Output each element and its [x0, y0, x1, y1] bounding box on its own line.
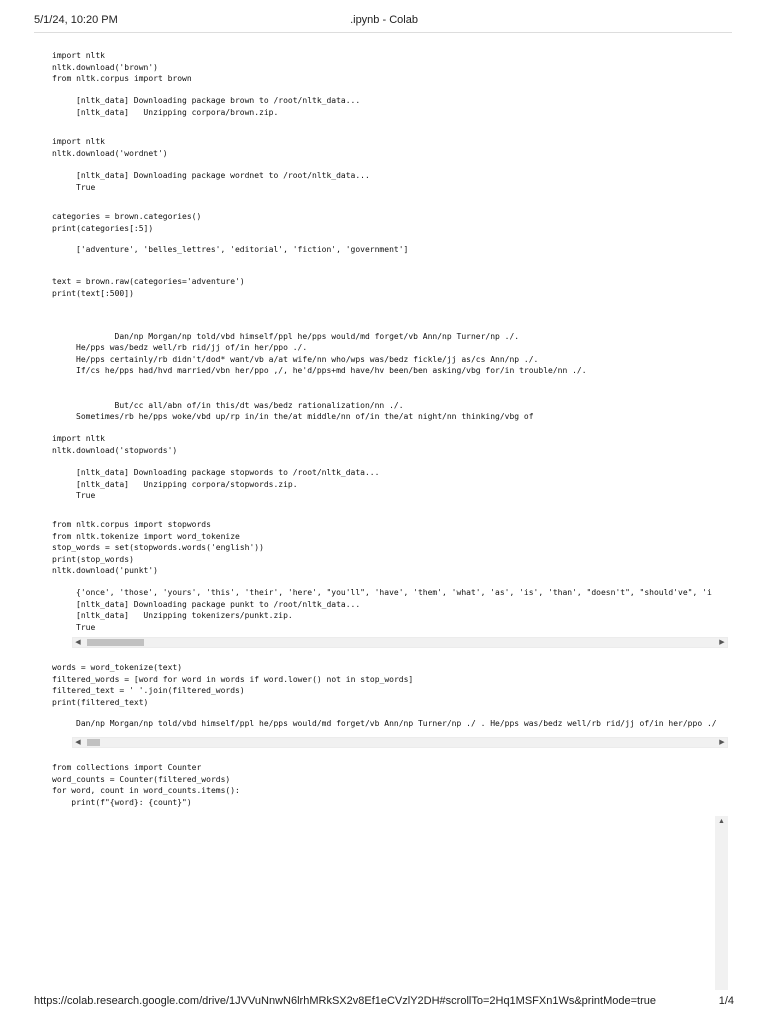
code-cell-6[interactable]: from nltk.corpus import stopwords from nltk.tokenize import word_tokenize stop_words = set(stopwords.words('english')) print(stop_words) nltk.download('punkt') [52, 520, 264, 575]
output-vertical-scrollbar[interactable] [715, 816, 728, 990]
output-cell-7: Dan/np Morgan/np told/vbd himself/ppl he/pps would/md forget/vb Ann/np Turner/np ./ . He/pps was/bedz well/rb rid/jj of/in her/ppo ./ [76, 719, 717, 728]
scroll-up-icon[interactable]: ▲ [718, 818, 725, 825]
output-cell-1: [nltk_data] Downloading package brown to /root/nltk_data... [nltk_data] Unzipping corpora/brown.zip. [76, 96, 361, 117]
output-cell-4: Dan/np Morgan/np told/vbd himself/ppl he/pps would/md forget/vb Ann/np Turner/np ./. He/pps was/bedz well/rb rid/jj of/in her/ppo ./. He/pps certainly/rb didn't/dod* want/vb a/at wife/nn who/wps was/bedz fickle/jj as/cs Ann/np ./. If/cs he/pps had/hvd married/vbn her/ppo ,/, he'd/pps+md have/hv been/ben asking/vbg for/in trouble/nn ./. But/cc all/abn of/in this/dt was/bedz rationalization/nn ./. Sometimes/rb he/pps woke/vbd up/rp in/in the/at middle/nn of/in the/at night/nn thinking/vbg of [76, 331, 587, 421]
scroll-right-icon[interactable]: ▶ [719, 739, 725, 746]
code-cell-5[interactable]: import nltk nltk.download('stopwords') [52, 434, 178, 455]
header-divider [34, 32, 732, 33]
code-cell-3[interactable]: categories = brown.categories() print(categories[:5]) [52, 212, 202, 233]
print-header [34, 14, 734, 28]
output-horizontal-scrollbar-2[interactable] [72, 737, 728, 748]
scroll-left-icon[interactable]: ◀ [75, 739, 81, 746]
output-cell-2: [nltk_data] Downloading package wordnet to /root/nltk_data... True [76, 171, 370, 192]
scrollbar-thumb[interactable] [87, 739, 100, 746]
page-number: 1/4 [718, 995, 734, 1007]
output-cell-6: {'once', 'those', 'yours', 'this', 'their', 'here', "you'll", 'have', 'them', 'what', 'as', 'is', 'than', "doesn't", "should've", 'i [nltk_data] Downloading package punkt to /root/nltk_data... [nltk_data] Unzipping tokenizers/punkt.zip. True [76, 588, 712, 632]
code-cell-1[interactable]: import nltk nltk.download('brown') from nltk.corpus import brown [52, 51, 192, 83]
scroll-left-icon[interactable]: ◀ [75, 639, 81, 646]
print-datetime: 5/1/24, 10:20 PM [34, 14, 118, 26]
code-cell-8[interactable]: from collections import Counter word_counts = Counter(filtered_words) for word, count in word_counts.items(): print(f"{word}: {count}") [52, 763, 240, 807]
scrollbar-thumb[interactable] [87, 639, 144, 646]
code-cell-7[interactable]: words = word_tokenize(text) filtered_words = [word for word in words if word.lower() not in stop_words] filtered_text = ' '.join(filtered_words) print(filtered_text) [52, 663, 414, 707]
output-horizontal-scrollbar-1[interactable] [72, 637, 728, 648]
scroll-right-icon[interactable]: ▶ [719, 639, 725, 646]
code-cell-2[interactable]: import nltk nltk.download('wordnet') [52, 137, 168, 158]
print-footer [34, 995, 734, 1009]
code-cell-4[interactable]: text = brown.raw(categories='adventure') print(text[:500]) [52, 277, 245, 298]
print-url: https://colab.research.google.com/drive/1JVVuNnwN6lrhMRkSX2v8Ef1eCVzlY2DH#scrollTo=2Hq1MSFXn1Ws&printMode=true [34, 995, 656, 1007]
print-title: .ipynb - Colab [350, 14, 418, 26]
output-cell-3: ['adventure', 'belles_lettres', 'editorial', 'fiction', 'government'] [76, 245, 409, 254]
output-cell-5: [nltk_data] Downloading package stopwords to /root/nltk_data... [nltk_data] Unzipping corpora/stopwords.zip. True [76, 468, 380, 500]
